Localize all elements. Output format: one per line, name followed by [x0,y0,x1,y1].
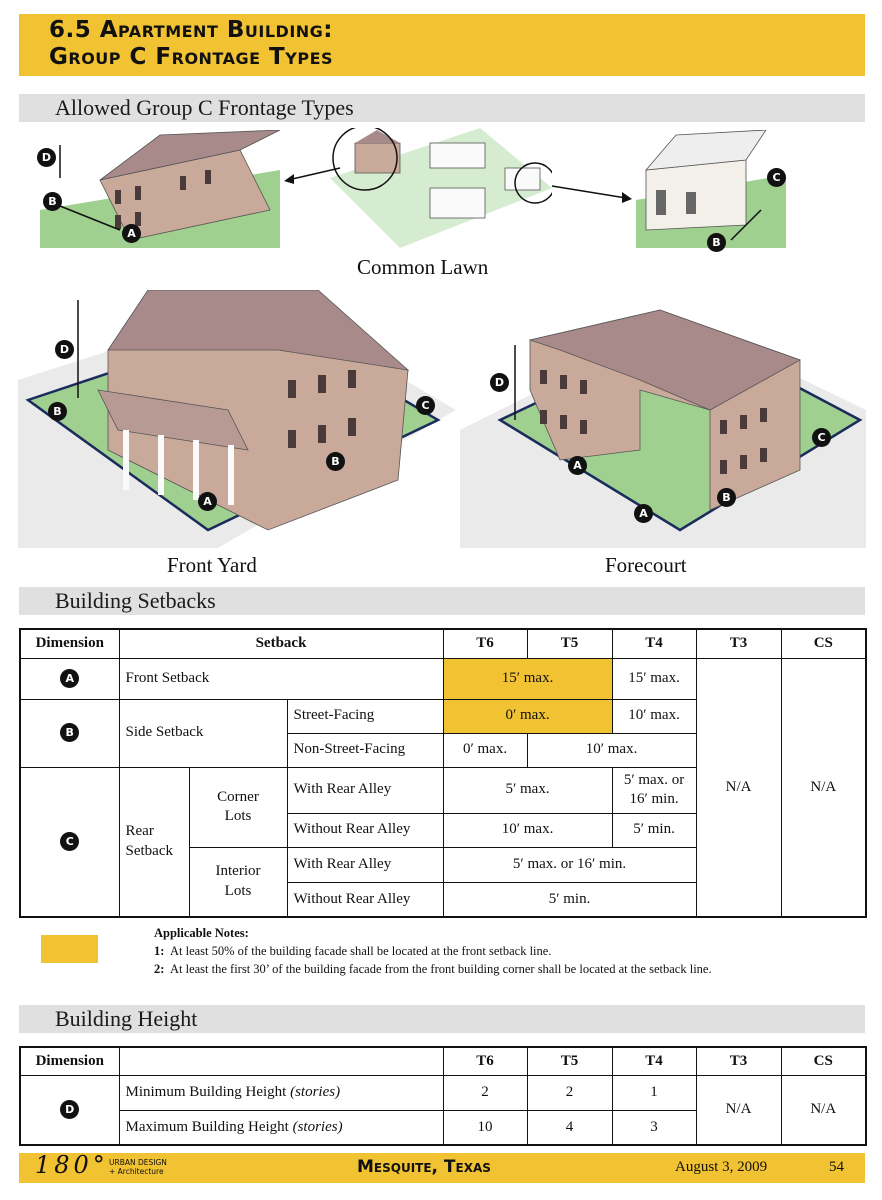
highlight-legend-swatch [41,935,98,963]
dimension-a-marker: A [60,669,79,688]
corner-lots-line1: Corner [217,788,259,805]
min-height-t4: 1 [612,1075,696,1110]
dimension-a-marker: A [568,456,587,475]
corner-without-alley-t4: 5′ min. [612,813,696,847]
dimension-c-marker: C [416,396,435,415]
height-table [19,1046,867,1146]
corner-without-alley-label: Without Rear Alley [287,813,443,847]
height-t3-value: N/A [696,1075,781,1145]
interior-with-alley-value: 5′ max. or 16′ min. [443,847,696,882]
corner-with-alley-t4-line2: 16′ min. [629,791,679,807]
dimension-a-marker: A [634,504,653,523]
dimension-c-marker: C [767,168,786,187]
section-frontage-header [19,94,865,122]
corner-lots-line2: Lots [224,808,252,824]
front-setback-t6-t5: 15′ max. [443,658,612,699]
street-facing-t4: 10′ max. [612,699,696,733]
firm-logo-sub2: + Architecture [109,1167,164,1176]
height-header-t6: T6 [443,1047,527,1075]
note-2-num: 2: [154,962,165,976]
corner-with-alley-t4 [612,767,696,813]
rear-setback-label [119,767,189,917]
corner-without-alley-t6-t5: 10′ max. [443,813,612,847]
max-height-label [119,1110,443,1145]
setbacks-table [19,628,867,918]
height-header-t3: T3 [696,1047,781,1075]
header-t5: T5 [527,629,612,658]
non-street-facing-t6: 0′ max. [443,733,527,767]
note-2-text: At least the first 30’ of the building facade from the front building corner shall be located at the setback line. [169,962,712,976]
min-height-label [119,1075,443,1110]
header-cs: CS [781,629,866,658]
dimension-a-marker: A [198,492,217,511]
dimension-d-marker: D [37,148,56,167]
dimension-b-marker: B [707,233,726,252]
title-banner [19,14,865,76]
dimension-a-cell [20,658,119,699]
applicable-notes [154,924,712,978]
dimension-c-marker: C [812,428,831,447]
corner-with-alley-label: With Rear Alley [287,767,443,813]
height-header-cs: CS [781,1047,866,1075]
front-yard-illustration [18,290,456,548]
max-height-t5: 4 [527,1110,612,1145]
page-number: 54 [829,1159,844,1175]
side-setback-label: Side Setback [119,699,287,767]
section-height-title: Building Height [55,1006,198,1031]
arrow-to-left-detail [282,160,342,190]
section-frontage-title: Allowed Group C Frontage Types [55,95,354,120]
dimension-a-marker: A [122,224,141,243]
header-t6: T6 [443,629,527,658]
footer-date: August 3, 2009 [675,1159,768,1175]
dimension-d-marker: D [55,340,74,359]
note-2 [154,960,712,978]
caption-common-lawn: Common Lawn [357,255,489,279]
height-header-blank [119,1047,443,1075]
height-header-t4: T4 [612,1047,696,1075]
non-street-facing-label: Non-Street-Facing [287,733,443,767]
min-height-t6: 2 [443,1075,527,1110]
cs-value: N/A [781,658,866,917]
max-height-unit: (stories) [292,1118,343,1135]
note-1-text: At least 50% of the building facade shall be located at the front setback line. [169,944,552,958]
common-lawn-detail-right-illustration [636,130,786,248]
height-header-t5: T5 [527,1047,612,1075]
notes-heading: Applicable Notes: [154,926,249,940]
header-dimension: Dimension [20,629,119,658]
street-facing-label: Street-Facing [287,699,443,733]
caption-forecourt: Forecourt [605,553,687,577]
firm-logo-subtitle [109,1158,167,1176]
page-title-line2: Group C Frontage Types [49,44,334,70]
min-height-unit: (stories) [290,1083,341,1100]
front-setback-t4: 15′ max. [612,658,696,699]
corner-lots-label [189,767,287,847]
footer-city: Mesquite, Texas [357,1157,491,1177]
page-footer [19,1153,865,1183]
height-cs-value: N/A [781,1075,866,1145]
non-street-facing-t5-t4: 10′ max. [527,733,696,767]
max-height-t4: 3 [612,1110,696,1145]
note-1 [154,942,712,960]
page-title-line1: 6.5 Apartment Building: [49,17,333,43]
common-lawn-overview-illustration [330,128,552,248]
dimension-d-marker: D [60,1100,79,1119]
rear-setback-label-line1: Rear [125,823,154,840]
firm-logo-sub1: URBAN DESIGN [109,1158,167,1167]
interior-lots-line2: Lots [224,882,252,899]
common-lawn-detail-left-illustration [40,130,280,248]
header-t3: T3 [696,629,781,658]
caption-front-yard: Front Yard [167,553,257,577]
section-setbacks-header [19,587,865,615]
dimension-c-marker: C [60,832,79,851]
max-height-t6: 10 [443,1110,527,1145]
section-height-header [19,1005,865,1033]
arrow-to-right-detail [550,178,635,208]
dimension-b-marker: B [43,192,62,211]
dimension-b-marker: B [717,488,736,507]
dimension-d-cell [20,1075,119,1145]
dimension-c-cell [20,767,119,917]
max-height-label-text: Maximum Building Height [125,1118,289,1135]
interior-without-alley-value: 5′ min. [443,882,696,917]
min-height-label-text: Minimum Building Height [125,1083,287,1100]
interior-without-alley-label: Without Rear Alley [287,882,443,917]
corner-with-alley-t6-t5: 5′ max. [443,767,612,813]
height-header-dimension: Dimension [20,1047,119,1075]
rear-setback-label-line2: Setback [125,842,173,859]
dimension-d-marker: D [490,373,509,392]
t3-value: N/A [696,658,781,917]
section-setbacks-title: Building Setbacks [55,588,216,613]
dimension-b-cell [20,699,119,767]
front-setback-label: Front Setback [119,658,443,699]
street-facing-t6-t5: 0′ max. [443,699,612,733]
interior-lots-label [189,847,287,917]
header-setback: Setback [119,629,443,658]
corner-with-alley-t4-line1: 5′ max. or [623,771,685,788]
header-t4: T4 [612,629,696,658]
dimension-b-marker: B [60,723,79,742]
min-height-t5: 2 [527,1075,612,1110]
firm-logo: 180° [35,1151,109,1179]
dimension-b-marker: B [48,402,67,421]
forecourt-illustration [460,290,866,548]
dimension-b-marker: B [326,452,345,471]
note-1-num: 1: [154,944,165,958]
interior-with-alley-label: With Rear Alley [287,847,443,882]
interior-lots-line1: Interior [215,863,261,880]
